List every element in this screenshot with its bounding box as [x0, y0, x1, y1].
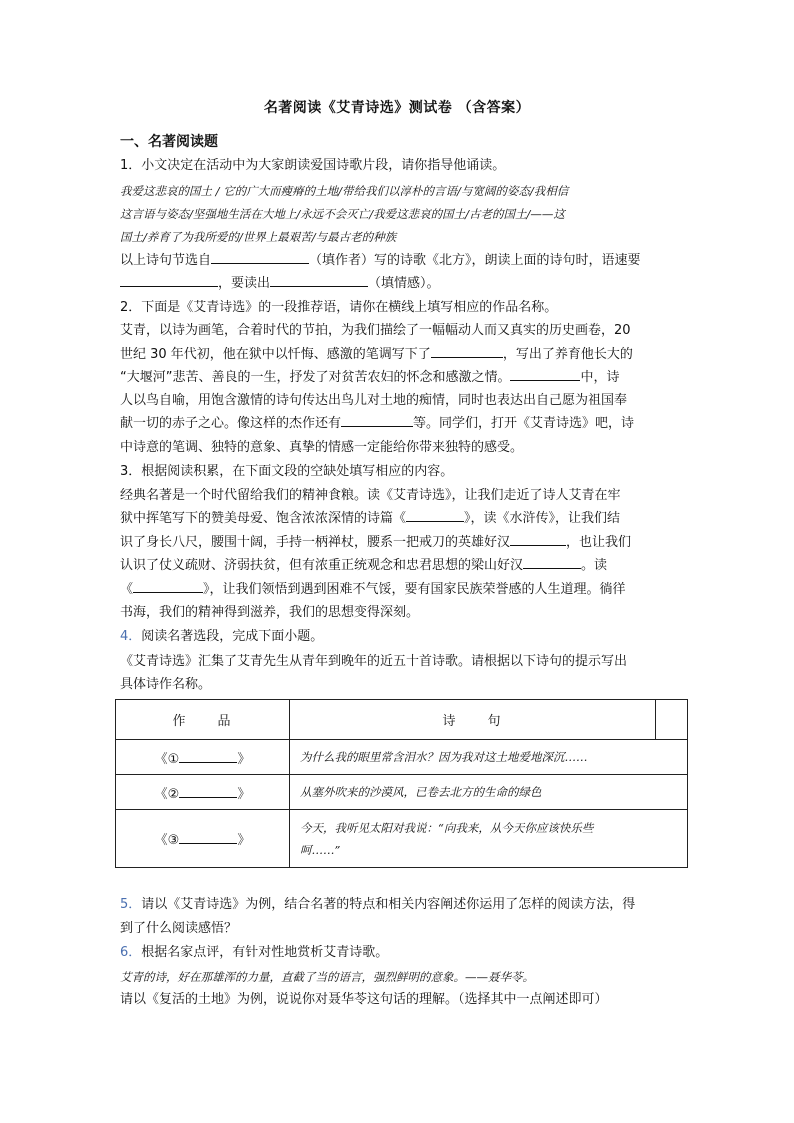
- question-text: 书海，我们的精神得到滋养，我们的思想变得深刻。: [120, 605, 420, 620]
- question-3: [120, 461, 680, 483]
- page-title: 名著阅读《艾青诗选》测试卷 （含答案）: [263, 100, 531, 116]
- question-text: 具体诗作名称。: [120, 677, 212, 692]
- verse-cell: [290, 810, 688, 868]
- answer-blank[interactable]: [431, 345, 503, 358]
- answer-blank[interactable]: [211, 251, 309, 264]
- header-empty-cell: [656, 700, 688, 740]
- verse-cell: 为什么我的眼里常含泪水？因为我对这土地爱地深沉……: [290, 740, 688, 775]
- table-row: [116, 810, 688, 868]
- question-1: [120, 155, 680, 177]
- question-text: 人以鸟自喻，用饱含激情的诗句传达出鸟儿对土地的痴情，同时也表达出自己愿为祖国奉: [120, 393, 628, 408]
- question-2: [120, 297, 680, 319]
- answer-blank[interactable]: [133, 580, 203, 593]
- question-6: [120, 942, 680, 964]
- question-prompt: 下面是《艾青诗选》的一段推荐语，请你在横线上填写相应的作品名称。: [141, 300, 558, 315]
- answer-blank[interactable]: [510, 368, 580, 381]
- question-prompt: 小文决定在活动中为大家朗读爱国诗歌片段，请你指导他诵读。: [141, 158, 506, 173]
- answer-blank[interactable]: [341, 414, 413, 427]
- verse-line: 今天，我听见太阳对我说：“向我来，从今天你应该快乐些: [300, 820, 594, 835]
- question-number: 4．: [120, 629, 142, 644]
- question-text: 《 》，让我们领悟到遇到困难不气馁，要有国家民族荣誉感的人生道理。徜徉: [120, 582, 626, 597]
- question-text: 《艾青诗选》汇集了艾青先生从青年到晚年的近五十首诗歌。请根据以下诗句的提示写出: [120, 654, 628, 669]
- critic-quote: 艾青的诗，好在那雄浑的力量，直截了当的语言，强烈鲜明的意象。——聂华苓。: [120, 970, 534, 984]
- answer-blank[interactable]: [523, 556, 581, 569]
- answer-blank[interactable]: [179, 750, 237, 763]
- answer-blank[interactable]: [120, 274, 218, 287]
- question-text: 世纪 30 年代初，他在狱中以忏悔、感激的笔调写下了 ，写出了养育他长大的: [120, 347, 633, 362]
- verse-line: 呵……”: [300, 842, 341, 857]
- question-prompt: 根据名家点评，有针对性地赏析艾青诗歌。: [141, 945, 389, 960]
- question-text: 识了身长八尺，腰围十阔，手持一柄禅杖，腰系一把戒刀的英雄好汉 ，也让我们: [120, 535, 632, 550]
- answer-blank[interactable]: [270, 274, 368, 287]
- question-text: 献一切的赤子之心。像这样的杰作还有 等。同学们，打开《艾青诗选》吧，诗: [120, 416, 635, 431]
- question-prompt: 请以《艾青诗选》为例，结合名著的特点和相关内容阐述你运用了怎样的阅读方法，得: [141, 897, 636, 912]
- question-number: 6．: [120, 945, 142, 960]
- question-5: [120, 894, 680, 916]
- question-prompt: 阅读名著选段，完成下面小题。: [141, 629, 324, 644]
- work-cell: 《② 》: [116, 775, 290, 810]
- poem-line: 我爱这悲哀的国土 / 它的广大而瘦瘠的土地/带给我们以淳朴的言语/与宽阔的姿态/我相信: [120, 184, 569, 198]
- question-text: 经典名著是一个时代留给我们的精神食粮。读《艾青诗选》，让我们走近了诗人艾青在牢: [120, 488, 621, 503]
- question-text: 到了什么阅读感悟？: [120, 921, 238, 936]
- question-number: 5．: [120, 897, 142, 912]
- answer-blank[interactable]: [179, 785, 237, 798]
- column-header-work: 作 品: [116, 700, 290, 740]
- work-cell: 《③ 》: [116, 810, 290, 868]
- question-4: [120, 626, 680, 648]
- table-header-row: [116, 700, 688, 740]
- question-text: 以上诗句节选自 （填作者）写的诗歌《北方》，朗读上面的诗句时，语速要: [120, 253, 641, 268]
- question-text: ，要读出 （填情感）。: [120, 273, 680, 295]
- question-text: 狱中挥笔写下的赞美母爱、饱含浓浓深情的诗篇《 》，读《水浒传》，让我们结: [120, 511, 621, 526]
- question-text: “大堰河”悲苦、善良的一生，抒发了对贫苦农妇的怀念和感激之情。 中，诗: [120, 370, 620, 385]
- question-text: 认识了仗义疏财、济弱扶贫，但有浓重正统观念和忠君思想的梁山好汉 。读: [120, 558, 608, 573]
- answer-blank[interactable]: [406, 509, 464, 522]
- question-number: 2．: [120, 300, 142, 315]
- question-prompt: 根据阅读积累，在下面文段的空缺处填写相应的内容。: [141, 464, 454, 479]
- answer-blank[interactable]: [510, 533, 566, 546]
- question-text: 中诗意的笔调、独特的意象、真挚的情感一定能给你带来独特的感受。: [120, 440, 524, 455]
- answer-blank[interactable]: [179, 831, 237, 844]
- section-heading: 一、名著阅读题: [120, 134, 218, 150]
- table-row: [116, 740, 688, 775]
- poem-line: 国土/养育了为我所爱的/世界上最艰苦/与最古老的种族: [120, 230, 397, 244]
- question-text: 请以《复活的土地》为例，说说你对聂华苓这句话的理解。（选择其中一点阐述即可）: [120, 992, 608, 1007]
- question-text: 艾青，以诗为画笔，合着时代的节拍，为我们描绘了一幅幅动人而又真实的历史画卷，20: [120, 323, 631, 338]
- question-number: 3．: [120, 464, 142, 479]
- works-table: [115, 699, 688, 868]
- table-row: [116, 775, 688, 810]
- verse-cell: 从塞外吹来的沙漠风，已卷去北方的生命的绿色: [290, 775, 688, 810]
- work-cell: 《① 》: [116, 740, 290, 775]
- poem-line: 这言语与姿态/坚强地生活在大地上/永远不会灭亡/我爱这悲哀的国土/古老的国土/——这: [120, 207, 565, 221]
- column-header-verse: 诗 句: [290, 700, 656, 740]
- question-number: 1．: [120, 158, 142, 173]
